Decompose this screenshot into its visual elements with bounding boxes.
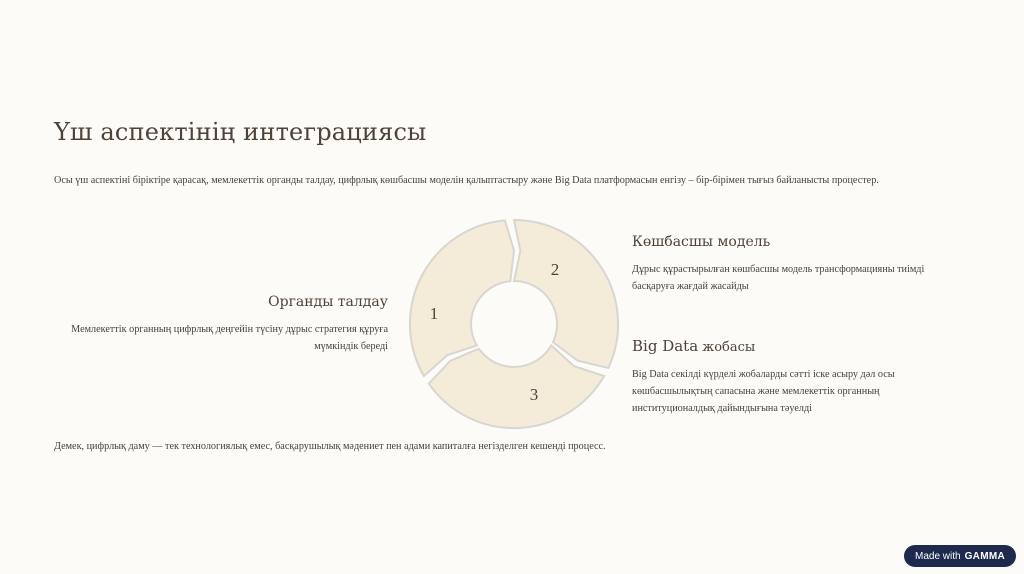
- aspect-1-text: Мемлекеттік органның цифрлық деңгейін түсіну дұрыс стратегия құруға мүмкіндік береді: [71, 324, 388, 352]
- aspect-1-block: [58, 294, 388, 355]
- aspect-1-title: Органды талдау: [268, 294, 388, 310]
- cycle-segment-2: [514, 220, 618, 368]
- segment-1-number: 1: [429, 304, 439, 323]
- aspect-3-text: Big Data секілді күрделі жобаларды сәтті іске асыру дәл осы көшбасшылықтың сапасына және мемлекеттік органның институционалдық дайындығына тәуелді: [632, 369, 895, 414]
- badge-prefix: Made with: [915, 550, 961, 562]
- aspect-3-block: [632, 337, 962, 417]
- aspect-2-title: Көшбасшы модель: [632, 234, 771, 250]
- aspect-3-title: [632, 337, 962, 355]
- aspect-2-block: [632, 234, 962, 295]
- segment-3-number: 3: [529, 385, 539, 404]
- intro-text: Осы үш аспектіні біріктіре қарасақ, мемлекеттік органды талдау, цифрлық көшбасшы моделін қалыптастыру және Big Data платформасын енгізу – бір-бірімен тығыз байланысты процестер.: [54, 175, 879, 186]
- cycle-segment-1: [410, 220, 514, 376]
- aspect-3-title-main: Big Data: [632, 337, 699, 355]
- cycle-diagram: [400, 210, 628, 438]
- cycle-segments: [410, 220, 618, 428]
- segment-2-number: 2: [550, 260, 560, 279]
- aspect-2-text: Дұрыс құрастырылған көшбасшы модель трансформацияны тиімді басқаруға жағдай жасайды: [632, 264, 925, 292]
- conclusion-text: Демек, цифрлық даму — тек технологиялық емес, басқарушылық мәдениет пен адами капиталға негізделген кешенді процесс.: [54, 441, 606, 452]
- made-with-gamma-badge[interactable]: [904, 545, 1016, 567]
- gamma-logo: GAMMA: [964, 550, 1005, 562]
- page-title: Үш аспектінің интеграциясы: [54, 118, 427, 146]
- aspect-3-title-rest: жобасы: [698, 340, 756, 355]
